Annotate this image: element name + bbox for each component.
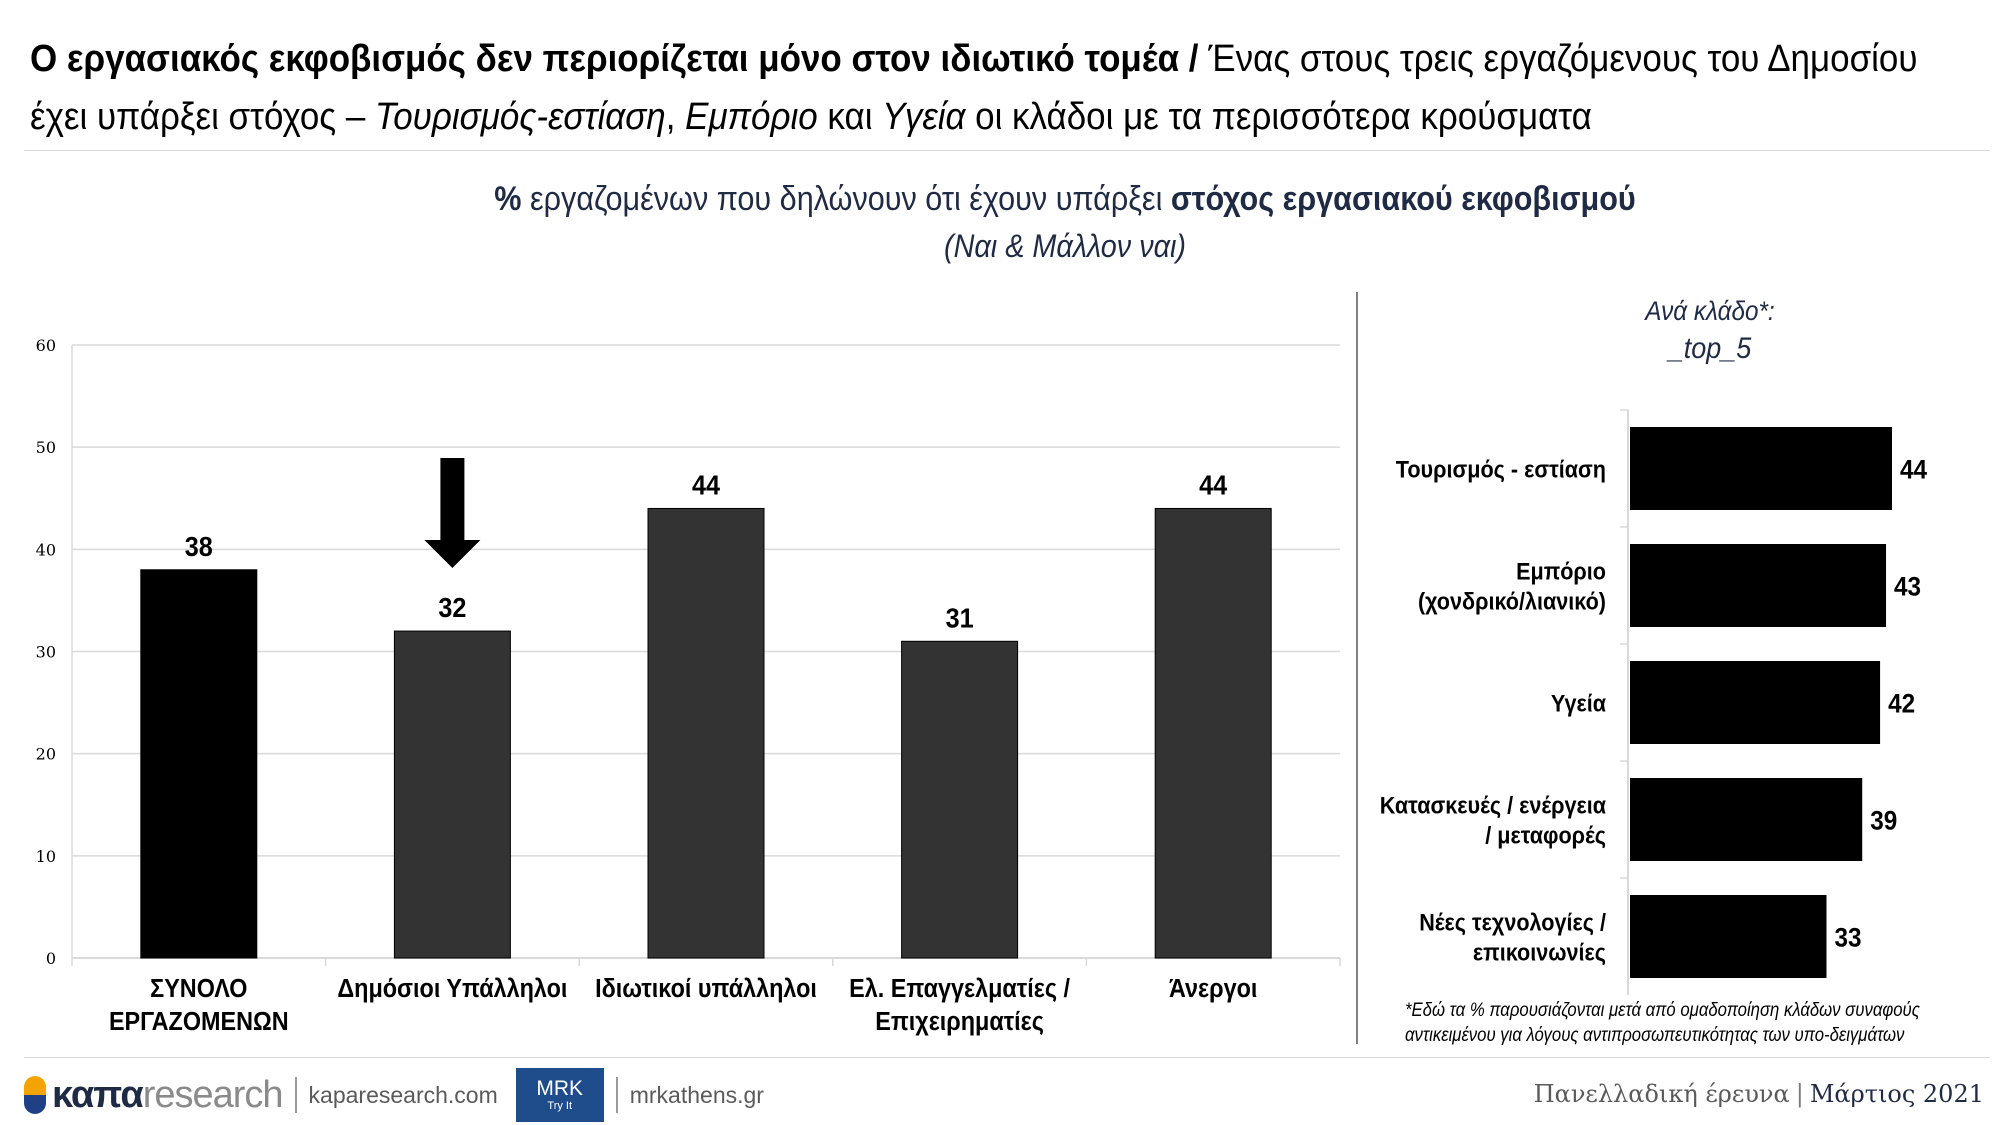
category-label: Κατασκευές / ενέργεια [1379, 791, 1607, 819]
y-tick-label: 20 [35, 744, 56, 764]
data-label: 44 [1900, 455, 1928, 485]
data-label: 43 [1894, 572, 1922, 602]
y-tick-label: 0 [45, 949, 56, 968]
data-label: 38 [184, 530, 213, 563]
data-label: 44 [691, 469, 721, 501]
side-chart-title: Ανά κλάδο*: [1645, 296, 1775, 326]
category-label: Τουρισμός - εστίαση [1395, 455, 1607, 483]
kapa-logo-bold: καπα [52, 1073, 143, 1116]
headline-text-1: Ένας στους τρεις εργαζόμενους του Δημοσίου έχει υπάρξει στόχος – [30, 38, 1918, 138]
bar [1630, 427, 1892, 510]
footer-logos [24, 1068, 764, 1122]
chart-subtitle-note: (Ναι & Μάλλον ναι) [943, 228, 1187, 264]
subtitle-text: εργαζομένων που δηλώνουν ότι έχουν υπάρξει [521, 180, 1171, 218]
data-label: 31 [945, 602, 974, 634]
bar [1630, 895, 1827, 978]
data-label: 33 [1834, 923, 1862, 953]
y-tick-label: 30 [35, 642, 56, 662]
y-tick-label: 60 [35, 336, 56, 355]
subtitle-bold: στόχος εργασιακού εκφοβισμού [1170, 180, 1636, 218]
kapa-research-logo [24, 1074, 283, 1117]
category-label: Εμπόριο [1516, 557, 1607, 585]
footer-survey-info [1534, 1080, 1984, 1108]
footer-separator [295, 1077, 297, 1113]
headline-text-3: και [817, 96, 883, 138]
data-label: 44 [1199, 469, 1228, 501]
y-tick-label: 40 [35, 540, 56, 560]
category-label: Ιδιωτικοί υπάλληλοι [595, 974, 817, 1004]
headline-italic-1: Τουρισμός-εστίαση [375, 96, 666, 138]
survey-separator: | [1795, 1080, 1804, 1108]
category-label: επικοινωνίες [1472, 938, 1607, 966]
headline-italic-2: Εμπόριο [685, 96, 818, 138]
category-label: ΕΡΓΑΖΟΜΕΝΩΝ [108, 1007, 289, 1037]
headline-italic-3: Υγεία [882, 96, 966, 138]
y-tick-label: 50 [35, 438, 56, 458]
headline-text-2: , [665, 96, 686, 138]
kapa-logo-light: research [142, 1073, 283, 1116]
category-label: Άνεργοι [1169, 974, 1258, 1004]
category-label: Υγεία [1550, 689, 1607, 717]
bar [1630, 778, 1862, 861]
category-label: Νέες τεχνολογίες / [1419, 908, 1607, 936]
mrk-logo-text: MRK [536, 1076, 584, 1100]
mrk-logo [516, 1068, 604, 1122]
bottom-divider [24, 1057, 1990, 1058]
category-label: Δημόσιοι Υπάλληλοι [337, 974, 568, 1004]
mrk-url: mrkathens.gr [629, 1081, 764, 1108]
category-label: (χονδρικό/λιανικό) [1417, 587, 1607, 615]
headline-text-4: οι κλάδοι με τα περισσότερα κρούσματα [965, 96, 1592, 138]
survey-date: Μάρτιος 2021 [1809, 1080, 1984, 1108]
footnote: *Εδώ τα % παρουσιάζονται μετά από ομαδοποίηση κλάδων συναφούς αντικειμένου για λόγους αντιπροσωπευτικότητας των υπο-δειγμάτων [1405, 1000, 1920, 1046]
data-label: 39 [1870, 806, 1898, 836]
y-tick-label: 10 [35, 846, 56, 866]
category-label: / μεταφορές [1485, 821, 1607, 849]
bar [1630, 661, 1880, 744]
kapa-logo-icon [24, 1076, 46, 1114]
category-label: ΣΥΝΟΛΟ [150, 974, 248, 1004]
side-chart-subtitle: _top_5 [1668, 332, 1752, 365]
mrk-logo-tagline: Try It [547, 1099, 573, 1112]
survey-label: Πανελλαδική έρευνα [1533, 1080, 1790, 1108]
data-label: 42 [1888, 689, 1916, 719]
data-label: 32 [438, 591, 467, 624]
headline-bold: Ο εργασιακός εκφοβισμός δεν περιορίζεται μόνο στον ιδιωτικό τομέα / [30, 38, 1199, 80]
footer-separator [616, 1077, 618, 1113]
bar [1630, 544, 1886, 627]
kapa-url: kaparesearch.com [308, 1081, 498, 1108]
category-label: Επιχειρηματίες [875, 1007, 1044, 1037]
category-label: Ελ. Επαγγελματίες / [849, 974, 1071, 1004]
subtitle-pct: % [494, 180, 522, 218]
